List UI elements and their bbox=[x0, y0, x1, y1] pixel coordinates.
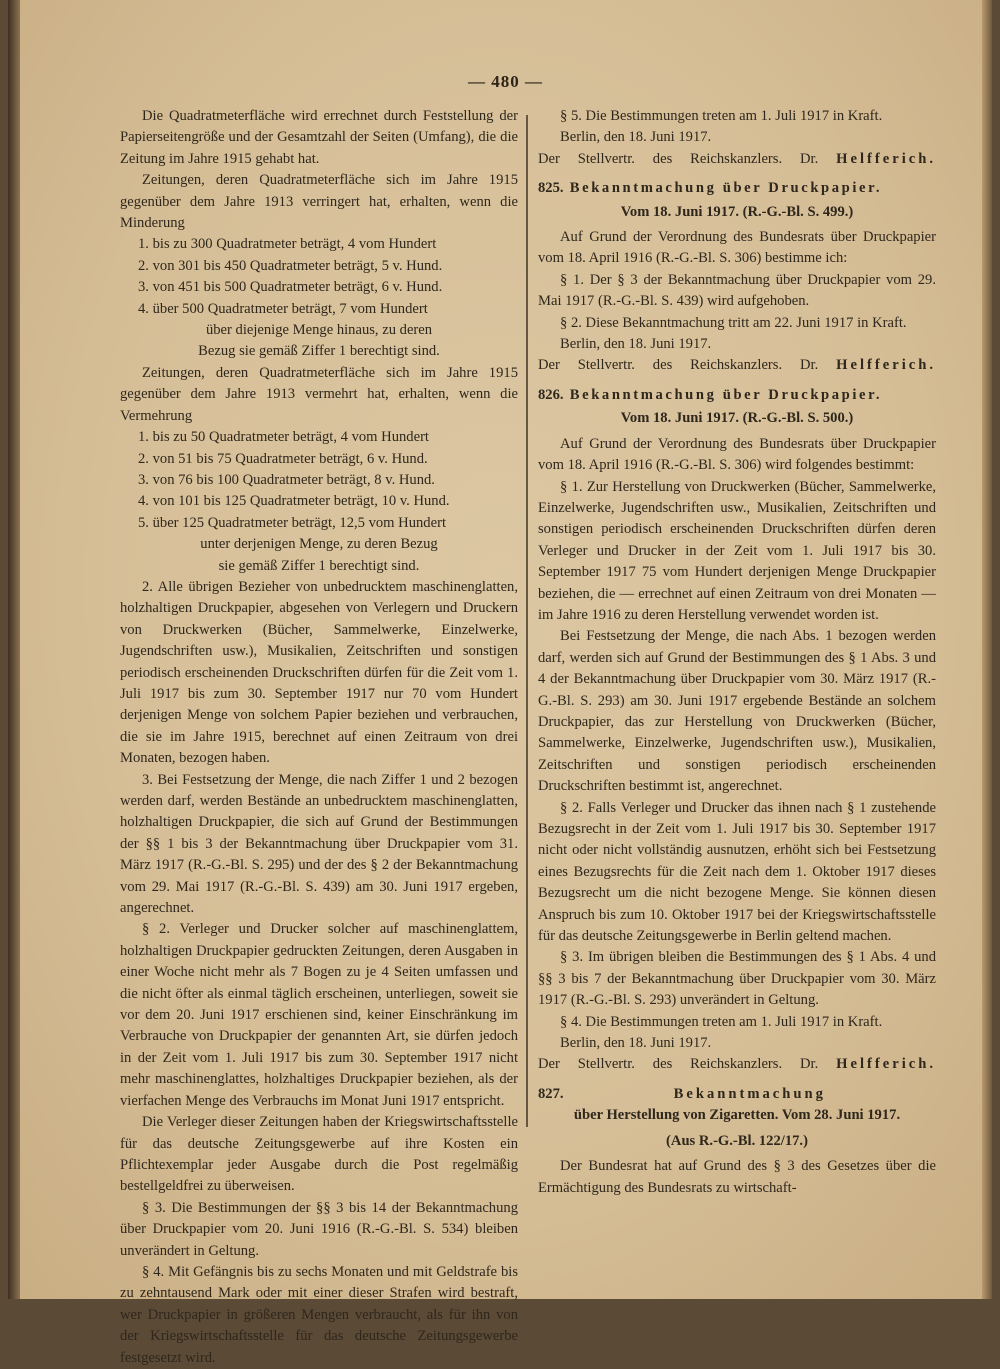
paragraph: Berlin, den 18. Juni 1917. bbox=[560, 1035, 712, 1052]
signature-title: Der Stellvertr. des Reichskanzlers. Dr. bbox=[538, 1056, 819, 1073]
paragraph: § 3. Im übrigen bleiben die Bestimmungen des § 1 Abs. 4 und §§ 3 bis 7 der Bekanntmachung über Druckpapier vom 30. März 1917 (R.-G.-Bl. S. 293) unverändert in Geltung. bbox=[538, 949, 936, 1009]
signature-title: Der Stellvertr. des Reichskanzlers. Dr. bbox=[538, 357, 819, 374]
paragraph: § 3. Die Bestimmungen der §§ 3 bis 14 der Bekanntmachung über Druckpapier vom 20. Juni 1916 (R.-G.-Bl. S. 534) bleiben unverändert in Geltung. bbox=[120, 1199, 518, 1259]
list-item: 4. über 500 Quadratmeter beträgt, 7 vom Hundert bbox=[138, 300, 428, 317]
section-heading bbox=[538, 178, 936, 199]
list-item: 4. von 101 bis 125 Quadratmeter beträgt, 10 v. Hund. bbox=[138, 493, 450, 510]
paragraph: § 1. Zur Herstellung von Druckwerken (Bücher, Sammelwerke, Einzelwerke, Jugendschriften usw., Musikalien, Zeitschriften und sonstigen periodisch erscheinenden Druckschriften dürfen deren Verleger und Drucker in der Zeit vom 1. Juli 1917 bis 30. September 1917 75 vom Hundert derjenigen Menge Druckpapier beziehen, die — errechnet auf einen Zeitraum von drei Monaten — im Jahre 1916 zu deren Herstellung verwendet worden ist. bbox=[538, 478, 936, 623]
centered-line: über diejenige Menge hinaus, zu deren bbox=[205, 322, 433, 339]
paragraph: 3. Bei Festsetzung der Menge, die nach Ziffer 1 und 2 bezogen werden darf, werden Bestände an unbedrucktem maschinenglatten, holzhaltigen Druckpapier, die sich auf Grund der Bestimmungen der §§ 1 bis 3 der Bekanntmachung über Druckpapier vom 31. März 1917 (R.-G.-Bl. S. 295) und der des § 2 der Bekanntmachung vom 29. Mai 1917 (R.-G.-Bl. S. 439) am 30. Juni 1917 ergeben, angerechnet. bbox=[120, 771, 518, 917]
paragraph: Berlin, den 18. Juni 1917. bbox=[560, 336, 712, 353]
list-item: 1. bis zu 300 Quadratmeter beträgt, 4 vom Hundert bbox=[138, 236, 437, 253]
section-title: Bekanntmachung über Druckpapier. bbox=[569, 386, 883, 403]
signature-line bbox=[538, 149, 936, 170]
signature-line bbox=[538, 355, 936, 376]
section-title: Bekanntmachung über Druckpapier. bbox=[569, 180, 883, 197]
paragraph: § 1. Der § 3 der Bekanntmachung über Druckpapier vom 29. Mai 1917 (R.-G.-Bl. S. 439) wird aufgehoben. bbox=[538, 271, 936, 310]
section-number: 825. bbox=[538, 180, 564, 197]
section-subtitle: (Aus R.-G.-Bl. 122/17.) bbox=[666, 1132, 808, 1149]
paragraph: Der Bundesrat hat auf Grund des § 3 des Gesetzes über die Ermächtigung des Bundesrats zu wirtschaft- bbox=[538, 1158, 936, 1196]
paragraph: Zeitungen, deren Quadratmeterfläche sich im Jahre 1915 gegenüber dem Jahre 1913 verringert hat, erhalten, wenn die Minderung bbox=[120, 172, 518, 232]
section-subtitle: Vom 18. Juni 1917. (R.-G.-Bl. S. 499.) bbox=[620, 203, 854, 220]
centered-line: sie gemäß Ziffer 1 berechtigt sind. bbox=[218, 557, 420, 574]
paragraph: 2. Alle übrigen Bezieher von unbedrucktem maschinenglatten, holzhaltigen Druckpapier, abgesehen von Verlegern und Druckern von Druckwerken (Bücher, Sammelwerke, Einzelwerke, Jugendschriften usw.), Musikalien, Zeitschriften und sonstigen periodisch erscheinenden Druckschriften dürfen für die Zeit vom 1. Juli 1917 bis zum 30. September 1917 nur 70 vom Hundert derjenigen Menge von solchem Papier beziehen und verbrauchen, die sie im Jahre 1915, berechnet auf einen Zeitraum von drei Monaten, bezogen haben. bbox=[120, 578, 518, 767]
paragraph: § 4. Mit Gefängnis bis zu sechs Monaten und mit Geldstrafe bis zu zehntausend Mark oder mit einer dieser Strafen wird bestraft, wer Druckpapier in größeren Mengen verbraucht, als für ihn von der Kriegswirtschaftsstelle für das deutsche Zeitungsgewerbe festgesetzt wird. bbox=[120, 1263, 518, 1366]
left-column bbox=[120, 106, 518, 1369]
list-item: 3. von 451 bis 500 Quadratmeter beträgt, 6 v. Hund. bbox=[138, 279, 443, 296]
document-page bbox=[8, 0, 992, 1366]
paragraph: § 2. Diese Bekanntmachung tritt am 22. Juni 1917 in Kraft. bbox=[560, 314, 907, 331]
centered-line: Bezug sie gemäß Ziffer 1 berechtigt sind. bbox=[198, 343, 440, 360]
page-right-edge bbox=[982, 0, 992, 1299]
signature-name: Helfferich. bbox=[836, 357, 936, 374]
centered-line: unter derjenigen Menge, zu deren Bezug bbox=[200, 536, 438, 553]
paragraph: § 2. Verleger und Drucker solcher auf maschinenglattem, holzhaltigen Druckpapier gedruckten Zeitungen, deren Ausgaben in einer Woche nicht mehr als 7 Bogen zu je 4 Seiten umfassen und die nicht öfter als einmal täglich erscheinen, unterliegen, soweit sie vor dem 20. Juni 1917 erschienen sind, keiner Einschränkung im Verbrauche von Druckpapier der genannten Art, sie dürfen jedoch in der Zeit vom 1. Juli 1917 bis zum 30. September 1917 nicht mehr maschinenglattes, holzhaltiges Druckpapier beziehen, als der vierfachen Menge des Verbrauchs im Monat Juni 1917 entspricht. bbox=[120, 921, 518, 1109]
section-subtitle: über Herstellung von Zigaretten. Vom 28. Juni 1917. bbox=[573, 1107, 901, 1124]
list-item: 1. bis zu 50 Quadratmeter beträgt, 4 vom Hundert bbox=[138, 429, 429, 446]
signature-line bbox=[538, 1054, 936, 1075]
list-item: 2. von 301 bis 450 Quadratmeter beträgt, 5 v. Hund. bbox=[138, 257, 443, 274]
paragraph: Auf Grund der Verordnung des Bundesrats über Druckpapier vom 18. April 1916 (R.-G.-Bl. S. 306) bestimme ich: bbox=[538, 229, 936, 267]
page-number: — 480 — bbox=[468, 72, 543, 91]
signature-name: Helfferich. bbox=[836, 150, 936, 167]
paragraph: Die Verleger dieser Zeitungen haben der Kriegswirtschaftsstelle für das deutsche Zeitungsgewerbe auf ihre Kosten ein Pflichtexemplar jeder Ausgabe durch die Post regelmäßig bestellgeldfrei zu überweisen. bbox=[120, 1114, 518, 1195]
column-divider bbox=[526, 115, 528, 1127]
paragraph: Die Quadratmeterfläche wird errechnet durch Feststellung der Papierseitengröße und der Gesamtzahl der Seiten (Umfang), die die Zeitung im Jahre 1915 gehabt hat. bbox=[120, 108, 518, 167]
section-heading bbox=[538, 385, 936, 406]
section-number: 826. bbox=[538, 386, 564, 403]
list-item: 2. von 51 bis 75 Quadratmeter beträgt, 6 v. Hund. bbox=[138, 450, 428, 467]
section-subtitle: Vom 18. Juni 1917. (R.-G.-Bl. S. 500.) bbox=[620, 410, 854, 427]
page-binding-edge bbox=[8, 0, 20, 1299]
list-item: 3. von 76 bis 100 Quadratmeter beträgt, 8 v. Hund. bbox=[138, 471, 435, 488]
section-heading bbox=[538, 1084, 936, 1105]
paragraph: § 4. Die Bestimmungen treten am 1. Juli 1917 in Kraft. bbox=[560, 1013, 883, 1030]
right-column bbox=[538, 106, 936, 1199]
paragraph: Berlin, den 18. Juni 1917. bbox=[560, 129, 712, 146]
signature-title: Der Stellvertr. des Reichskanzlers. Dr. bbox=[538, 150, 819, 167]
signature-name: Helfferich. bbox=[836, 1056, 936, 1073]
section-number: 827. bbox=[538, 1085, 564, 1102]
paragraph: § 2. Falls Verleger und Drucker das ihnen nach § 1 zustehende Bezugsrecht in der Zeit vom 1. Juli 1917 bis 30. September 1917 nicht oder nicht vollständig ausnutzen, erhöht sich bei Festsetzung eines Bezugsrechts für die Zeit nach dem 1. Oktober 1917 dieses Bezugsrecht um die nicht bezogene Menge. Sie können diesen Anspruch bis zum 10. Oktober 1917 bei der Kriegswirtschaftsstelle für das deutsche Zeitungsgewerbe in Berlin geltend machen. bbox=[538, 799, 936, 945]
section-title: Bekanntmachung bbox=[673, 1085, 826, 1102]
paragraph: Bei Festsetzung der Menge, die nach Abs. 1 bezogen werden darf, werden sich auf Grund der Bestimmungen des § 1 Abs. 3 und 4 der Bekanntmachung über Druckpapier vom 30. März 1917 (R.-G.-Bl. S. 293) am 30. Juni 1917 ergebende Bestände an solchem Druckpapier, das zur Herstellung von Druckwerken (Bücher, Sammelwerke, Einzelwerke, Jugendschriften usw.), Musikalien, Zeitschriften und sonstigen periodisch erscheinenden Druckschriften bestimmt ist, angerechnet. bbox=[538, 628, 936, 795]
list-item: 5. über 125 Quadratmeter beträgt, 12,5 vom Hundert bbox=[138, 514, 447, 531]
paragraph: Zeitungen, deren Quadratmeterfläche sich im Jahre 1915 gegenüber dem Jahre 1913 vermehrt hat, erhalten, wenn die Vermehrung bbox=[120, 364, 518, 424]
paragraph: § 5. Die Bestimmungen treten am 1. Juli 1917 in Kraft. bbox=[560, 108, 883, 124]
paragraph: Auf Grund der Verordnung des Bundesrats über Druckpapier vom 18. April 1916 (R.-G.-Bl. S. 306) wird folgendes bestimmt: bbox=[538, 435, 936, 474]
